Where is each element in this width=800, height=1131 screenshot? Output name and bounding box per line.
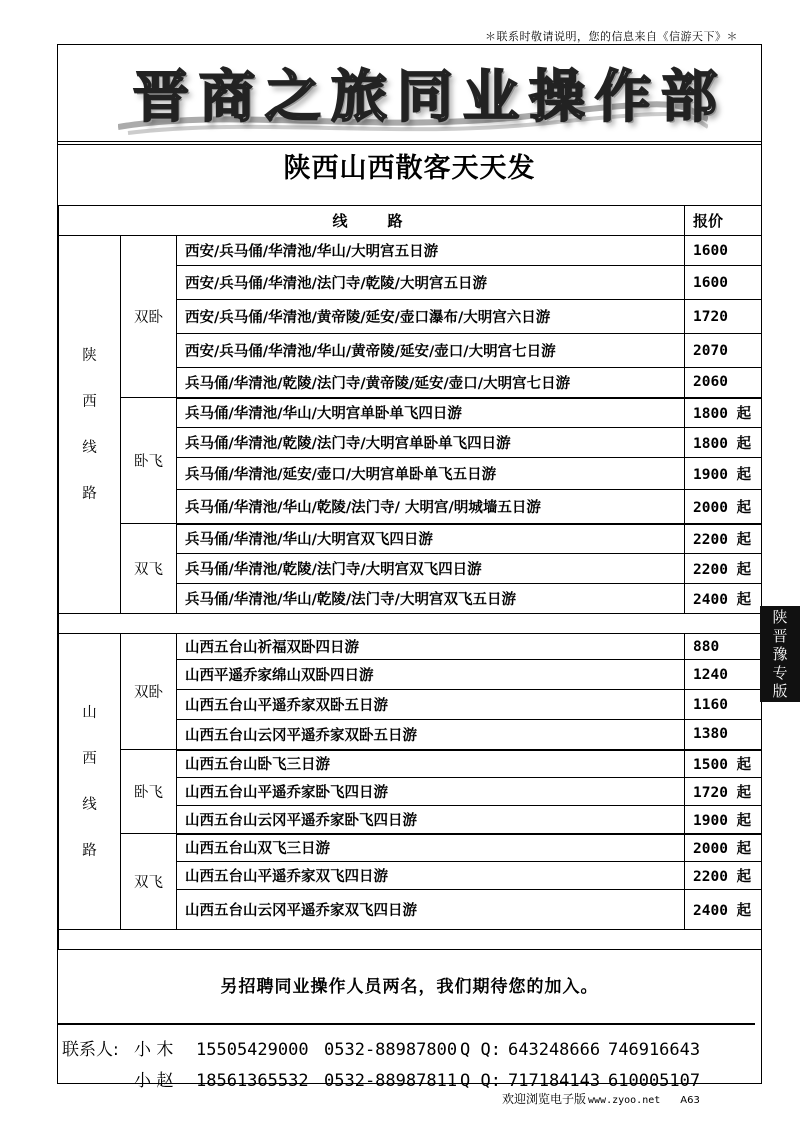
route-price: 2400 起 (685, 584, 762, 614)
route-price: 880 (685, 634, 762, 660)
route-name: 兵马俑/华清池/乾陵/法门寺/大明宫双飞四日游 (177, 554, 685, 584)
route-name: 兵马俑/华清池/乾陵/法门寺/大明宫单卧单飞四日游 (177, 428, 685, 458)
table-row (59, 524, 762, 554)
route-price: 2070 (685, 334, 762, 368)
contact-qq: 717184143 (508, 1071, 601, 1091)
banner (58, 45, 761, 141)
footer-text: 欢迎浏览电子版 (502, 1092, 587, 1106)
route-name: 山西五台山云冈平遥乔家卧飞四日游 (177, 806, 685, 834)
table-row (59, 634, 762, 660)
route-name: 西安/兵马俑/华清池/法门寺/乾陵/大明宫五日游 (177, 266, 685, 300)
route-name: 山西五台山云冈平遥乔家双飞四日游 (177, 890, 685, 930)
route-name: 山西五台山平遥乔家双卧五日游 (177, 690, 685, 720)
route-price: 1600 (685, 236, 762, 266)
route-name: 山西五台山卧飞三日游 (177, 750, 685, 778)
route-name: 山西五台山云冈平遥乔家双卧五日游 (177, 720, 685, 750)
route-price: 2000 起 (685, 834, 762, 862)
route-price: 1800 起 (685, 428, 762, 458)
route-name: 西安/兵马俑/华清池/华山/黄帝陵/延安/壶口/大明宫七日游 (177, 334, 685, 368)
region-shanxi: 山 西 线 路 (59, 634, 121, 930)
contact-qq: 643248666 (508, 1040, 601, 1060)
route-price: 1720 起 (685, 778, 762, 806)
contact-phone: 0532-88987800 (324, 1040, 458, 1060)
route-price: 2200 起 (685, 524, 762, 554)
contact-phone: 0532-88987811 (324, 1071, 458, 1091)
source-note: ＊联系时敬请说明，您的信息来自《信游天下》＊ (485, 30, 738, 43)
edition-side-tab: 陕 晋 豫 专 版 (760, 606, 800, 702)
type-label: 双卧 (121, 634, 177, 750)
footer (502, 1090, 700, 1107)
route-price: 2060 (685, 368, 762, 398)
route-price: 1800 起 (685, 398, 762, 428)
contact-qq-2: 746916643 (608, 1040, 701, 1060)
route-price: 2000 起 (685, 490, 762, 524)
type-label: 双飞 (121, 834, 177, 930)
route-price: 1240 (685, 660, 762, 690)
table-row (59, 750, 762, 778)
table-row (59, 236, 762, 266)
recruitment-notice: 另招聘同业操作人员两名，我们期待您的加入。 (220, 977, 599, 997)
type-label: 双卧 (121, 236, 177, 398)
table-spacer (59, 614, 762, 634)
contact-divider (58, 1023, 755, 1025)
route-name: 山西五台山双飞三日游 (177, 834, 685, 862)
footer-url[interactable]: www.zyoo.net (588, 1095, 661, 1106)
route-price: 1900 起 (685, 806, 762, 834)
page-number: A63 (680, 1095, 700, 1106)
route-price: 2200 起 (685, 554, 762, 584)
header-route: 线路 (59, 206, 685, 236)
contact-qq-label: Q Q: (460, 1040, 501, 1060)
route-name: 兵马俑/华清池/延安/壶口/大明宫单卧单飞五日游 (177, 458, 685, 490)
table-row (59, 834, 762, 862)
region-shaanxi: 陕 西 线 路 (59, 236, 121, 614)
route-name: 山西五台山平遥乔家双飞四日游 (177, 862, 685, 890)
contact-mobile: 18561365532 (196, 1071, 309, 1091)
route-name: 兵马俑/华清池/华山/大明宫双飞四日游 (177, 524, 685, 554)
route-name: 兵马俑/华清池/乾陵/法门寺/黄帝陵/延安/壶口/大明宫七日游 (177, 368, 685, 398)
contact-row (58, 1066, 700, 1091)
contact-mobile: 15505429000 (196, 1040, 309, 1060)
route-price: 1160 (685, 690, 762, 720)
route-name: 西安/兵马俑/华清池/华山/大明宫五日游 (177, 236, 685, 266)
route-price: 1380 (685, 720, 762, 750)
route-price: 1500 起 (685, 750, 762, 778)
contact-qq-2: 610005107 (608, 1071, 701, 1091)
route-name: 兵马俑/华清池/华山/大明宫单卧单飞四日游 (177, 398, 685, 428)
contact-name: 小 木 (134, 1040, 174, 1060)
contact-label: 联系人: (62, 1040, 119, 1060)
route-name: 兵马俑/华清池/华山/乾陵/法门寺/大明宫双飞五日游 (177, 584, 685, 614)
table-header-row (59, 206, 762, 236)
routes-table (58, 205, 762, 950)
route-price: 2200 起 (685, 862, 762, 890)
type-label: 卧飞 (121, 750, 177, 834)
page-frame (57, 44, 762, 1091)
section-title: 陕西山西散客天天发 (283, 153, 536, 184)
table-row (59, 398, 762, 428)
route-name: 山西平遥乔家绵山双卧四日游 (177, 660, 685, 690)
route-name: 山西五台山祈福双卧四日游 (177, 634, 685, 660)
table-spacer (59, 930, 762, 950)
banner-title: 晋商之旅同业操作部 (133, 64, 727, 130)
route-price: 1720 (685, 300, 762, 334)
header-price: 报价 (685, 206, 762, 236)
contact-qq-label: Q Q: (460, 1071, 501, 1091)
type-label: 卧飞 (121, 398, 177, 524)
type-label: 双飞 (121, 524, 177, 614)
contact-name: 小 赵 (134, 1071, 174, 1091)
contact-row (58, 1035, 700, 1060)
banner-divider (58, 141, 761, 142)
route-name: 西安/兵马俑/华清池/黄帝陵/延安/壶口瀑布/大明宫六日游 (177, 300, 685, 334)
route-name: 兵马俑/华清池/华山/乾陵/法门寺/ 大明宫/明城墙五日游 (177, 490, 685, 524)
route-price: 2400 起 (685, 890, 762, 930)
route-price: 1600 (685, 266, 762, 300)
route-name: 山西五台山平遥乔家卧飞四日游 (177, 778, 685, 806)
route-price: 1900 起 (685, 458, 762, 490)
